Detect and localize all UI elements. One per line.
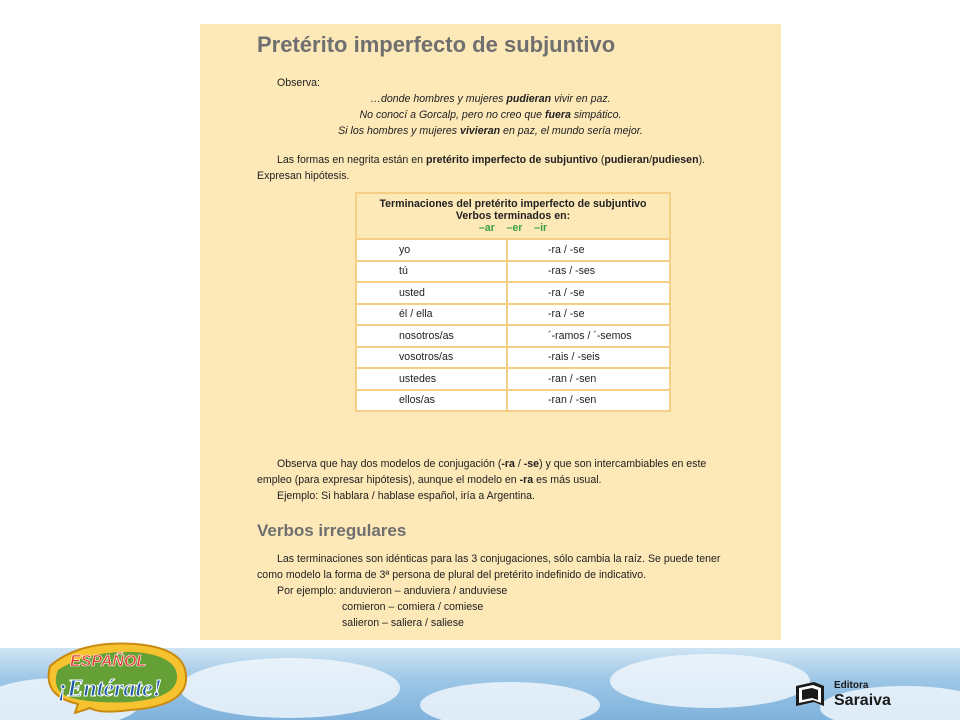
logo-bottom-text: ¡Entérate!: [58, 676, 163, 702]
observe-label: Observa:: [277, 77, 320, 89]
publisher-name: Saraiva: [834, 692, 891, 709]
irregular-line1: Las terminaciones son idénticas para las 3 conjugaciones, sólo cambia la raíz. Se puede tener: [277, 553, 721, 565]
example-line: Si los hombres y mujeres vivieran en paz, el mundo sería mejor.: [338, 125, 643, 137]
observe2-line1: Observa que hay dos modelos de conjugación (-ra / -se) y que son intercambiables en este: [277, 458, 707, 470]
table-header: [356, 193, 670, 239]
table-header-subtitle: Verbos terminados en:: [455, 210, 571, 222]
intro-line2: Expresan hipótesis.: [257, 170, 350, 182]
book-icon: [796, 682, 824, 706]
table-row: él / ella -ra / -se: [356, 304, 670, 326]
table-row: ellos/as -ran / -sen: [356, 390, 670, 412]
irregular-line4: comieron – comiera / comiese: [342, 601, 484, 613]
publisher-label: Editora: [834, 680, 869, 691]
table-row: tú -ras / -ses: [356, 261, 670, 283]
example-line: …donde hombres y mujeres pudieran vivir en paz.: [370, 93, 611, 105]
irregular-line3: Por ejemplo: anduvieron – anduviera / anduviese: [277, 585, 508, 597]
intro-paragraph: Las formas en negrita están en pretérito imperfecto de subjuntivo (pudieran/pudiesen).: [277, 154, 706, 166]
espanol-enterate-logo: [40, 636, 190, 714]
observe2-line2: empleo (para expresar hipótesis), aunque el modelo en -ra es más usual.: [257, 474, 602, 486]
page-title: Pretérito imperfecto de subjuntivo: [257, 32, 616, 57]
table-row: yo -ra / -se: [356, 239, 670, 261]
irregular-line5: salieron – saliera / saliese: [342, 617, 464, 629]
example-line: No conocí a Gorcalp, pero no creo que fuera simpático.: [359, 109, 622, 121]
endings-table: [355, 192, 671, 412]
irregular-line2: como modelo la forma de 3ª persona de plural del pretérito indefinido de indicativo.: [257, 569, 647, 581]
logo-top-text: ESPAÑOL: [70, 653, 147, 670]
example-sentence: Ejemplo: Si hablara / hablase español, iría a Argentina.: [277, 490, 535, 502]
content-page: [200, 24, 781, 640]
editora-saraiva-logo: [794, 676, 934, 710]
table-header-title: Terminaciones del pretérito imperfecto de subjuntivo: [379, 198, 647, 210]
table-header-endings: –ar –er –ir: [478, 222, 548, 234]
table-row: nosotros/as ´-ramos / ´-semos: [356, 325, 670, 347]
table-row: ustedes -ran / -sen: [356, 368, 670, 390]
table-row: usted -ra / -se: [356, 282, 670, 304]
table-row: vosotros/as -rais / -seis: [356, 347, 670, 369]
section-heading: Verbos irregulares: [257, 521, 407, 540]
